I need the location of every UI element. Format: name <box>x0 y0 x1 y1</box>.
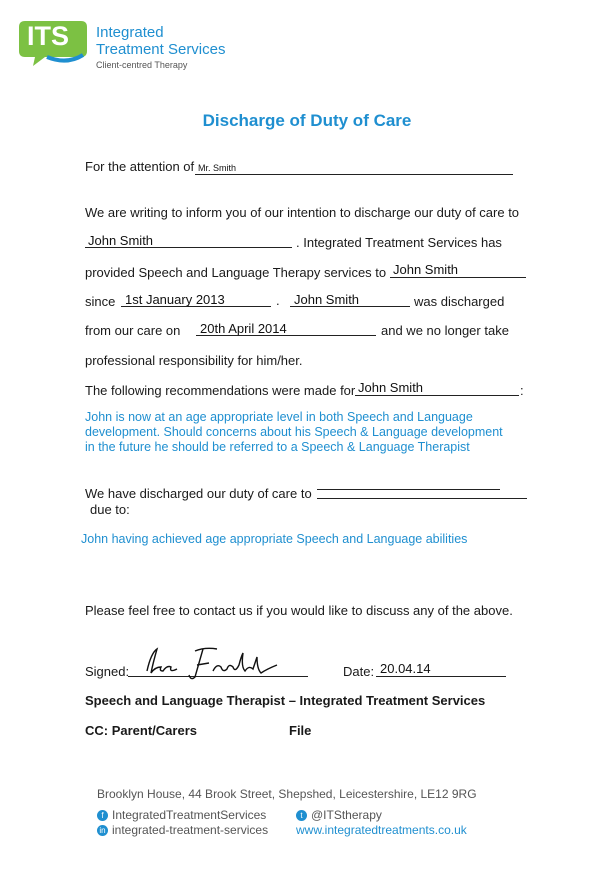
logo-line-2: Treatment Services <box>96 41 226 58</box>
logo-line-1: Integrated <box>96 24 164 41</box>
twitter-icon: t <box>296 810 307 821</box>
discharge-date: 20th April 2014 <box>200 321 287 336</box>
patient-name-3-underline <box>290 306 410 307</box>
recommendation-line-1: John is now at an age appropriate level in both Speech and Language <box>85 410 473 424</box>
twitter-handle: @ITStherapy <box>311 808 382 822</box>
cc-label: CC: Parent/Carers <box>85 723 197 738</box>
recommendation-line-3: in the future he should be referred to a Speech & Language Therapist <box>85 440 470 454</box>
signature-date-underline <box>376 676 506 677</box>
footer-twitter <box>296 808 382 822</box>
facebook-icon: f <box>97 810 108 821</box>
recommendation-line-2: development. Should concerns about his Speech & Language development <box>85 425 503 439</box>
footer-website[interactable]: www.integratedtreatments.co.uk <box>296 823 467 837</box>
facebook-handle: IntegratedTreatmentServices <box>112 808 267 822</box>
date-label: Date: <box>343 664 375 679</box>
line2-text: . Integrated Treatment Services has <box>296 235 502 250</box>
discharged-to-line-lower <box>317 498 527 499</box>
cc-file: File <box>289 723 312 738</box>
signature-date: 20.04.14 <box>380 661 431 676</box>
since-label: since <box>85 294 116 309</box>
line4-dot: . <box>276 293 280 308</box>
patient-name-2: John Smith <box>393 262 459 277</box>
patient-name-1-underline <box>85 247 292 248</box>
linkedin-icon: in <box>97 825 108 836</box>
recommendations-label: The following recommendations were made for <box>85 383 356 398</box>
discharge-reason: John having achieved age appropriate Speech and Language abilities <box>81 532 468 546</box>
start-date: 1st January 2013 <box>125 292 225 307</box>
line3-text: provided Speech and Language Therapy services to <box>85 265 387 280</box>
line5-text-2: and we no longer take <box>381 323 509 338</box>
discharge-date-underline <box>196 335 376 336</box>
logo-tagline: Client-centred Therapy <box>96 60 188 70</box>
patient-name-2-underline <box>390 277 526 278</box>
patient-name-4-underline <box>355 395 519 396</box>
footer-address: Brooklyn House, 44 Brook Street, Shepshed, Leicestershire, LE12 9RG <box>97 787 477 801</box>
line5-text: from our care on <box>85 323 181 338</box>
due-to-label: due to: <box>90 502 130 517</box>
document-title: Discharge of Duty of Care <box>202 111 412 130</box>
discharged-to-label: We have discharged our duty of care to <box>85 486 312 501</box>
patient-name-4: John Smith <box>358 380 424 395</box>
contact-text: Please feel free to contact us if you would like to discuss any of the above. <box>85 603 513 618</box>
line4-text: was discharged <box>414 294 505 309</box>
linkedin-handle: integrated-treatment-services <box>112 823 269 837</box>
signature <box>143 643 283 683</box>
intro-text: We are writing to inform you of our intention to discharge our duty of care to <box>85 205 520 220</box>
patient-name-3: John Smith <box>294 292 360 307</box>
signed-label: Signed: <box>85 664 130 679</box>
footer-facebook <box>97 808 266 822</box>
patient-name-1: John Smith <box>88 233 154 248</box>
attention-underline <box>195 174 513 175</box>
attention-label: For the attention of <box>85 159 195 174</box>
recommendations-colon: : <box>520 383 524 398</box>
start-date-underline <box>121 306 271 307</box>
therapist-role: Speech and Language Therapist – Integrated Treatment Services <box>85 693 486 708</box>
discharged-to-line-upper <box>317 489 500 490</box>
logo-mark: ITS <box>27 21 70 51</box>
line6-text: professional responsibility for him/her. <box>85 353 303 368</box>
footer-linkedin <box>97 823 268 837</box>
attention-value: Mr. Smith <box>198 163 237 173</box>
